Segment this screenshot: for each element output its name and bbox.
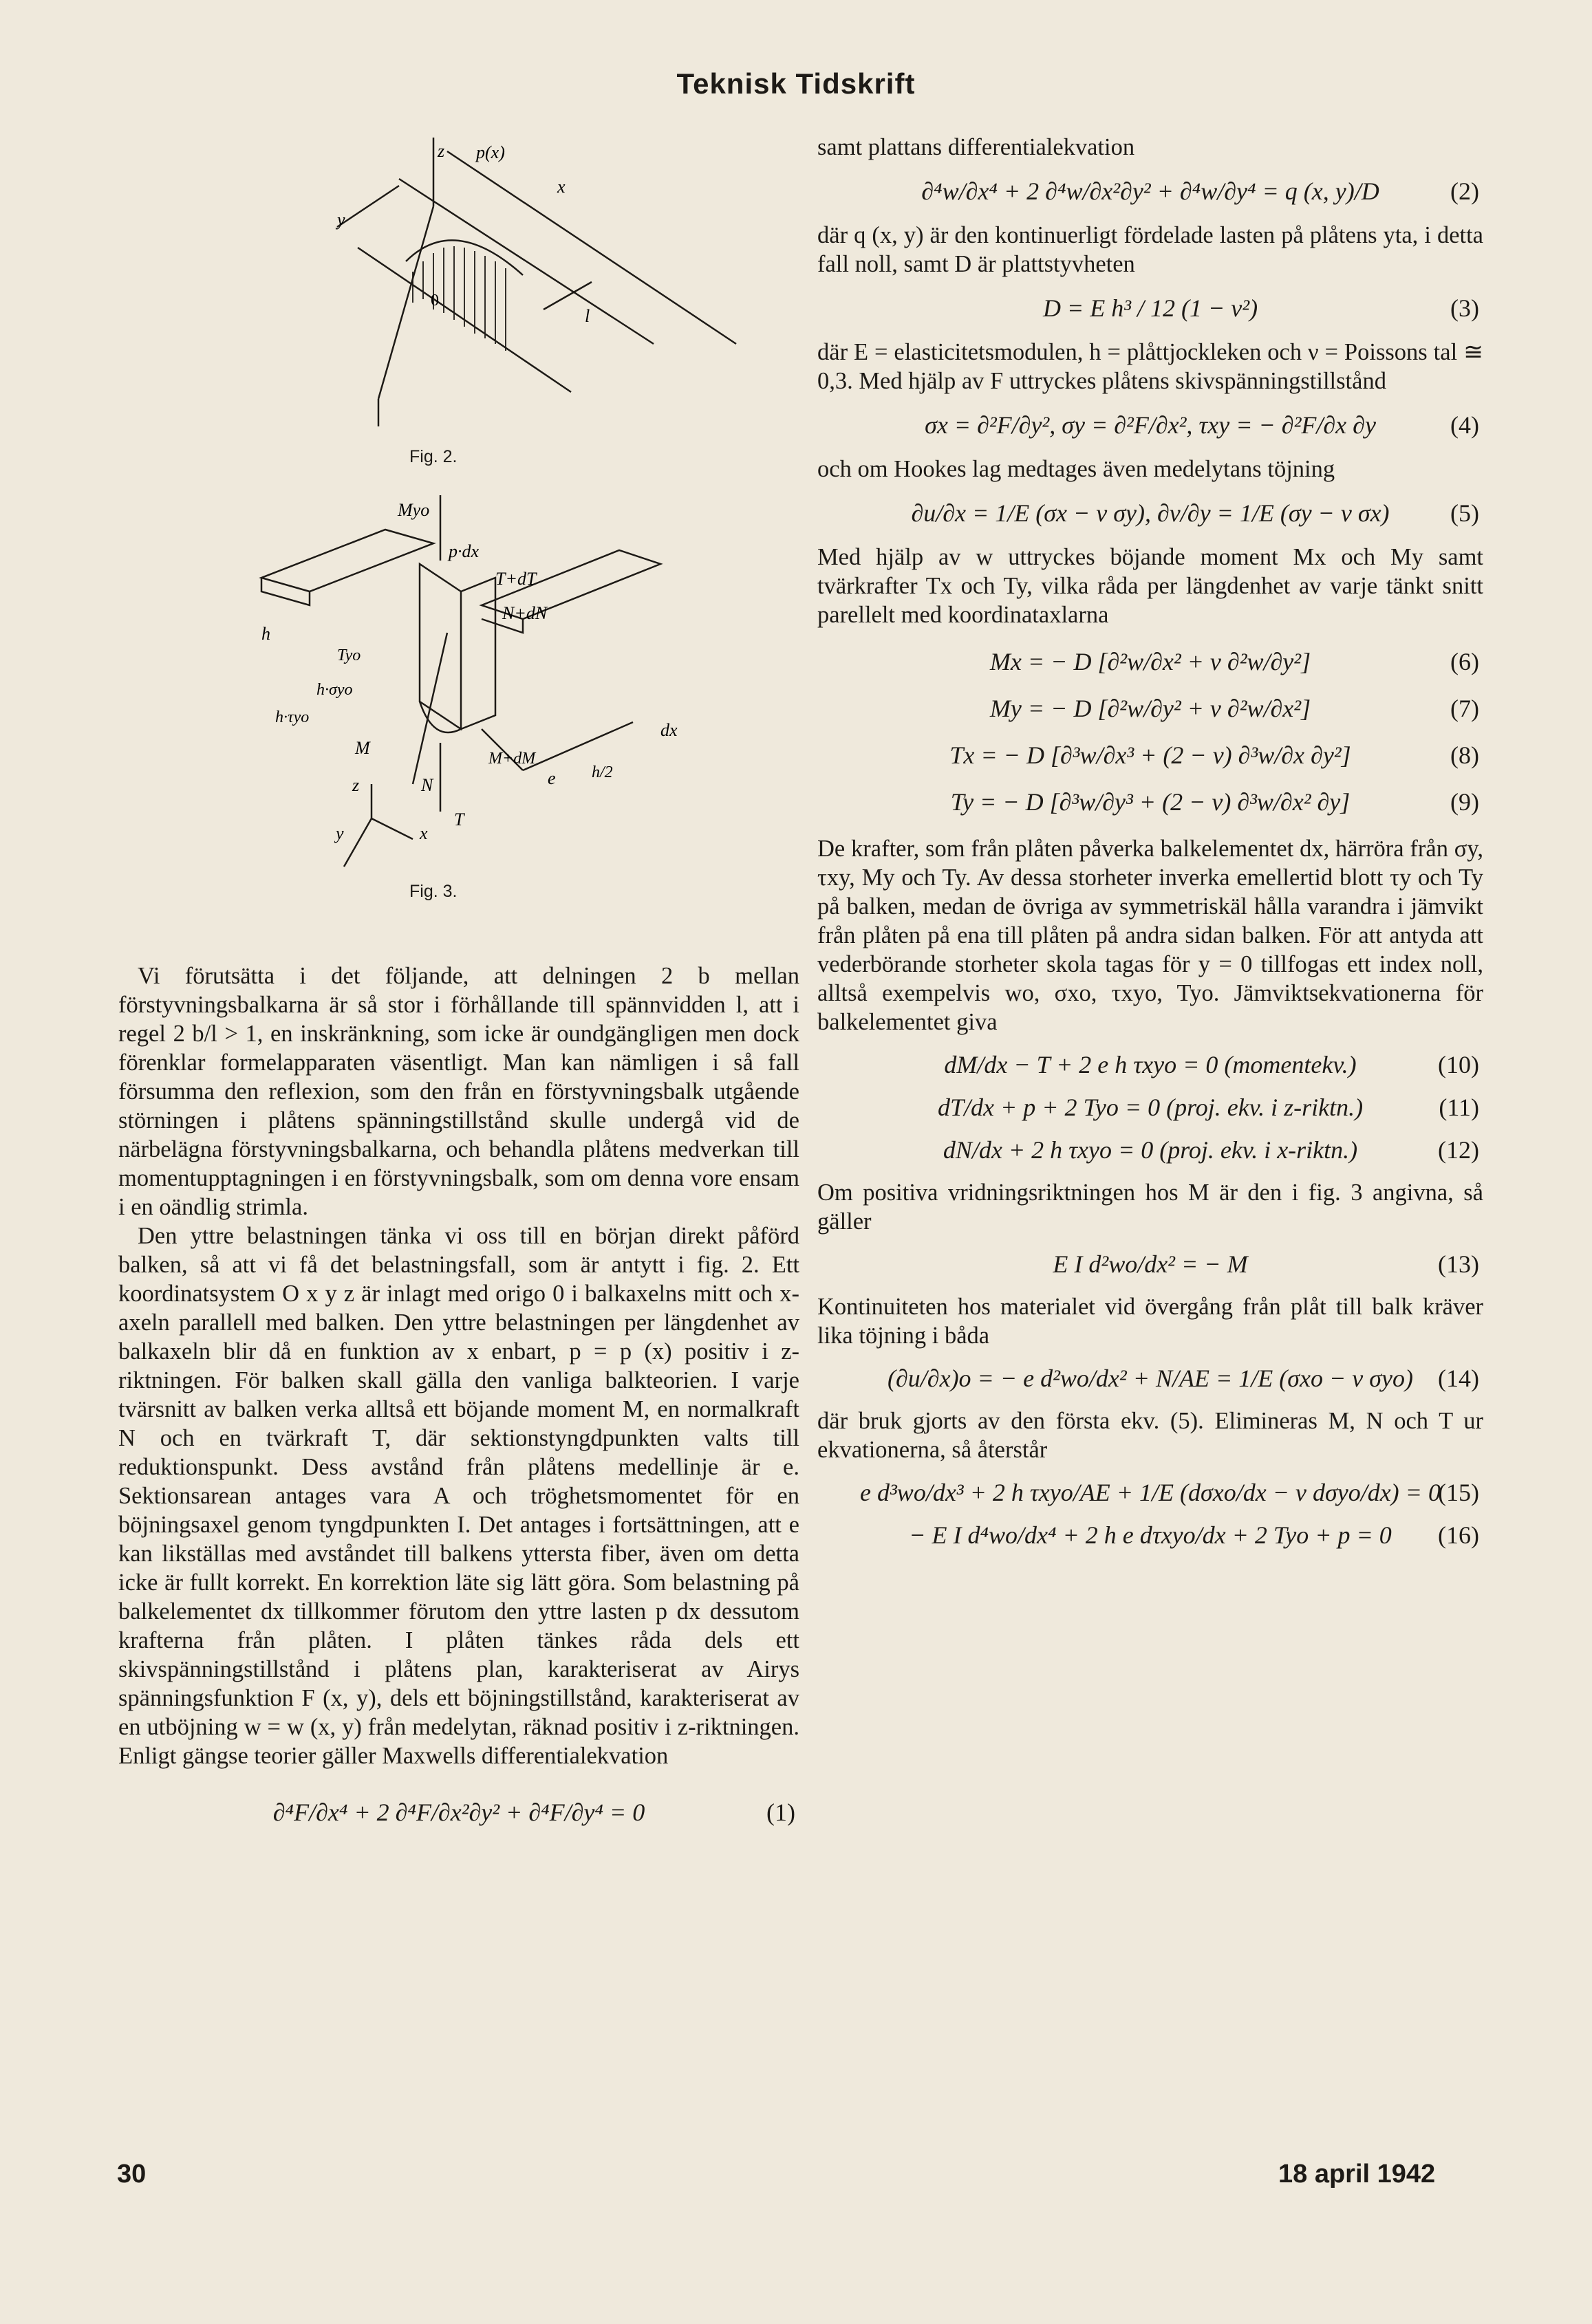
fig3-caption: Fig. 3.: [409, 882, 458, 901]
page-number: 30: [117, 2160, 147, 2189]
fig3-label-Tyo: Tyo: [337, 647, 361, 664]
right-paragraph-9: där bruk gjorts av den första ekv. (5). Elimineras M, N och T ur ekvationerna, så återstår: [817, 1408, 1483, 1463]
fig3-label-h2: h/2: [592, 763, 613, 781]
equation-10-expr: dM/dx − T + 2 e h τxyo = 0 (momentekv.): [944, 1051, 1357, 1078]
equation-16-expr: − E I d⁴wo/dx⁴ + 2 h e dτxyo/dx + 2 Tyo + p = 0: [909, 1521, 1392, 1549]
figure-3: [234, 495, 771, 880]
equation-8: [817, 741, 1483, 770]
right-paragraph-5: Med hjälp av w uttryckes böjande moment Mx och My samt tvärkrafter Tx och Ty, vilka råda per längdenhet av varje tänkt snitt parellelt med koordinataxlarna: [817, 544, 1483, 628]
fig3-label-htau: h·τyo: [275, 708, 310, 726]
equation-13-expr: E I d²wo/dx² = − M: [1053, 1250, 1248, 1278]
equation-2-expr: ∂⁴w/∂x⁴ + 2 ∂⁴w/∂x²∂y² + ∂⁴w/∂y⁴ = q (x, y)/D: [921, 177, 1379, 205]
equation-16: [817, 1521, 1483, 1550]
left-column: [118, 962, 799, 1827]
fig3-label-Myo: Myo: [398, 500, 430, 520]
equation-12-expr: dN/dx + 2 h τxyo = 0 (proj. ekv. i x-riktn.): [943, 1136, 1358, 1164]
fig3-label-NdN: N+dN: [502, 603, 548, 623]
right-paragraph-6: De krafter, som från plåten påverka balkelementet dx, härröra från σy, τxy, My och Ty. Av dessa storheter inverka emellertid blott τy och Ty på balken, medan de övriga av symmetriskäl hålla varandra i jämvikt från plåten på ena till plåten på andra sidan balken. För att antyda att vederbörande storheter skola tagas för y = 0 tillfogas ett index noll, alltså exempelvis wo, σxo, τxyo, Tyo. Jämviktsekvationerna för balkelementet giva: [817, 836, 1483, 1035]
right-paragraph-7: Om positiva vridningsriktningen hos M är den i fig. 3 angivna, så gäller: [817, 1180, 1483, 1235]
equation-3-number: (3): [1450, 294, 1479, 322]
equation-5: [817, 499, 1483, 528]
fig2-label-px: p(x): [476, 142, 505, 162]
equation-10: [817, 1050, 1483, 1079]
equation-10-number: (10): [1438, 1051, 1479, 1078]
equation-1-expr: ∂⁴F/∂x⁴ + 2 ∂⁴F/∂x²∂y² + ∂⁴F/∂y⁴ = 0: [272, 1799, 645, 1826]
right-paragraph-8: Kontinuiteten hos materialet vid övergång från plåt till balk kräver lika töjning i båda: [817, 1294, 1483, 1349]
right-paragraph-1: samt plattans differentialekvation: [817, 134, 1135, 160]
equation-12-number: (12): [1438, 1136, 1479, 1164]
equation-13: [817, 1250, 1483, 1279]
equation-7-expr: My = − D [∂²w/∂y² + ν ∂²w/∂x²]: [989, 695, 1311, 722]
equation-16-number: (16): [1438, 1521, 1479, 1549]
equation-1-number: (1): [766, 1799, 795, 1826]
right-paragraph-4: och om Hookes lag medtages även medelytans töjning: [817, 456, 1335, 482]
right-paragraph-3: där E = elasticitetsmodulen, h = plåttjockleken och ν = Poissons tal ≅ 0,3. Med hjälp av F uttryckes plåtens skivspänningstillstånd: [817, 339, 1483, 394]
fig3-label-e: e: [548, 768, 556, 788]
fig3-label-h: h: [261, 624, 270, 644]
fig3-label-MdM: M+dM: [488, 750, 536, 768]
equation-3: [817, 294, 1483, 323]
journal-title: Teknisk Tidskrift: [676, 67, 916, 100]
right-column: [817, 133, 1483, 1563]
figure-2: [296, 138, 750, 454]
fig3-label-T: T: [454, 810, 464, 829]
equation-6: [817, 647, 1483, 676]
right-paragraph-2: där q (x, y) är den kontinuerligt fördelade lasten på plåtens yta, i detta fall noll, samt D är plattstyvheten: [817, 222, 1483, 277]
equation-12: [817, 1136, 1483, 1164]
equation-5-number: (5): [1450, 499, 1479, 527]
equation-8-expr: Tx = − D [∂³w/∂x³ + (2 − ν) ∂³w/∂x ∂y²]: [949, 741, 1351, 769]
fig3-label-N: N: [421, 775, 433, 795]
issue-date: 18 april 1942: [1278, 2160, 1436, 2189]
equation-11-expr: dT/dx + p + 2 Tyo = 0 (proj. ekv. i z-riktn.): [937, 1094, 1364, 1121]
fig3-label-x: x: [420, 823, 428, 843]
equation-15-number: (15): [1438, 1479, 1479, 1506]
equation-1: [118, 1798, 799, 1827]
left-paragraph-1: Vi förutsätta i det följande, att delningen 2 b mellan förstyvningsbalkarna är så stor i förhållande till spännvidden l, att i regel 2 b/l > 1, en inskränkning, som icke är oundgängligen men dock förenklar formelapparaten väsentligt. Man kan nämligen i så fall försumma den reflexion, som den från en förstyvningsbalk utgående störningen i plåtens spänningstillstånd skulle undergå vid de närbelägna förstyvningsbalkarna, och behandla plåtens medverkan till momentupptagningen i en förstyvningsbalk, som om denna vore ensam i en oändlig strimla.: [118, 963, 799, 1220]
fig3-label-z: z: [352, 775, 360, 795]
equation-6-expr: Mx = − D [∂²w/∂x² + ν ∂²w/∂y²]: [989, 648, 1311, 675]
equation-5-expr: ∂u/∂x = 1/E (σx − ν σy), ∂v/∂y = 1/E (σy − ν σx): [911, 499, 1390, 527]
fig2-label-z: z: [438, 141, 445, 161]
equation-14: [817, 1364, 1483, 1393]
equation-13-number: (13): [1438, 1250, 1479, 1278]
equation-2-number: (2): [1450, 177, 1479, 205]
equation-14-expr: (∂u/∂x)o = − e d²wo/dx² + N/AE = 1/E (σxo − ν σyo): [888, 1365, 1413, 1392]
equation-9-number: (9): [1450, 788, 1479, 816]
equation-14-number: (14): [1438, 1365, 1479, 1392]
fig3-label-M: M: [355, 738, 370, 758]
equation-15: [817, 1478, 1483, 1507]
equation-2: [817, 177, 1483, 206]
equation-9-expr: Ty = − D [∂³w/∂y³ + (2 − ν) ∂³w/∂x² ∂y]: [950, 788, 1351, 816]
equation-3-expr: D = E h³ / 12 (1 − ν²): [1042, 294, 1258, 322]
fig2-label-l: l: [585, 306, 590, 326]
equation-4-expr: σx = ∂²F/∂y², σy = ∂²F/∂x², τxy = − ∂²F/∂x ∂y: [925, 411, 1376, 439]
equation-7: [817, 694, 1483, 723]
equation-9: [817, 788, 1483, 816]
equation-4: [817, 411, 1483, 439]
fig3-label-dx: dx: [660, 720, 678, 740]
equation-15-expr: e d³wo/dx³ + 2 h τxyo/AE + 1/E (dσxo/dx − ν dσyo/dx) = 0: [860, 1479, 1441, 1506]
fig2-caption: Fig. 2.: [409, 447, 458, 466]
equation-11: [817, 1093, 1483, 1122]
left-paragraph-2: Den yttre belastningen tänka vi oss till en början direkt påförd balken, så att vi få det belastningsfall, som är antytt i fig. 2. Ett koordinatsystem O x y z är inlagt med origo 0 i balkaxelns mitt och x-axeln parallell med balken. Den yttre belastningen per längdenhet av balkaxeln blir då en funktion av x enbart, p = p (x) positiv i z-riktningen. För balken skall gälla den vanliga balkteorien. I varje tvärsnitt av balken verka alltså ett böjande moment M, en normalkraft N och en tvärkraft T, där sektionstyngdpunkten valts till reduktionspunkt. Dess avstånd från plåtens medellinje är e. Sektionsarean antages vara A och tröghetsmomentet för en böjningsaxel genom tyngdpunkten I. Det antages i fortsättningen, att e kan likställas med avståndet till balkens yttersta fiber, även om detta icke är fullt korrekt. En korrektion läte sig lätt göra. Som belastning på balkelementet dx tillkommer förutom den yttre lasten p dx dessutom krafterna från plåten. I plåten tänkes råda dels ett skivspänningstillstånd i plåtens plan, karakteriserat av Airys spänningsfunktion F (x, y), dels ett böjningstillstånd, karakteriserat av en utböjning w = w (x, y) från medelytan, räknad positiv i z-riktningen. Enligt gängse teorier gäller Maxwells differentialekvation: [118, 1223, 799, 1769]
fig2-label-x: x: [557, 177, 566, 197]
fig3-label-hsig: h·σyo: [316, 681, 353, 699]
equation-4-number: (4): [1450, 411, 1479, 439]
equation-7-number: (7): [1450, 695, 1479, 722]
fig2-label-origin: 0: [431, 292, 439, 309]
fig3-label-y: y: [336, 823, 344, 843]
fig3-label-pdx: p·dx: [449, 541, 480, 561]
equation-11-number: (11): [1439, 1094, 1479, 1121]
equation-8-number: (8): [1450, 741, 1479, 769]
fig2-label-y: y: [337, 210, 345, 230]
equation-6-number: (6): [1450, 648, 1479, 675]
fig3-label-TdT: T+dT: [495, 569, 537, 589]
